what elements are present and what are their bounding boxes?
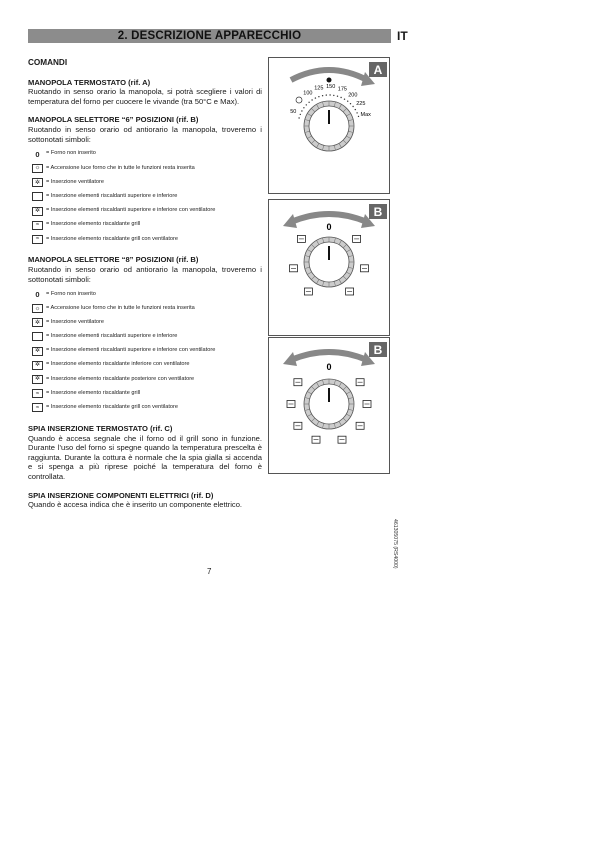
- thermostat-heading: MANOPOLA TERMOSTATO (rif. A): [28, 77, 151, 87]
- top-bottom-heat-icon: [32, 332, 43, 341]
- thermostat-light-heading: SPIA INSERZIONE TERMOSTATO (rif. C): [28, 423, 173, 433]
- page-number: 7: [207, 567, 212, 576]
- symbol-description: = Inserzione elementi riscaldanti superiore e inferiore con ventilatore: [46, 207, 216, 214]
- selector8-heading: MANOPOLA SELETTORE “8” POSIZIONI (rif. B): [28, 255, 199, 265]
- thermostat-text: Ruotando in senso orario la manopola, si potrà scegliere i valori di temperatura del forno per cuocere le vivande (tra 50°C e Max).: [28, 87, 262, 106]
- scale-label: 225: [356, 101, 366, 108]
- symbol-description: = Accensione luce forno che in tutte le funzioni resta inserita: [46, 304, 195, 311]
- rear-fan-icon: ✲: [32, 375, 43, 384]
- selector8-symbol-list: [28, 287, 262, 415]
- fig-a-label: A: [373, 63, 383, 77]
- selector6-knob-drawing: [269, 200, 389, 335]
- fig-b6-label: B: [373, 205, 383, 219]
- symbol-list-item: [28, 387, 262, 401]
- scale-label: 125: [314, 85, 324, 92]
- grill-fan-icon: ≈: [32, 403, 43, 412]
- zero-mark: 0: [326, 362, 332, 372]
- section-title: 2. DESCRIZIONE APPARECCHIO: [117, 30, 302, 42]
- scale-label: 50: [290, 109, 297, 115]
- figure-thermostat-knob: [268, 57, 390, 194]
- fan-icon: ✲: [32, 178, 43, 187]
- figure-selector8-knob: [268, 337, 390, 474]
- bottom-fan-icon: ✲: [32, 361, 43, 370]
- symbol-description: = Accensione luce forno che in tutte le funzioni resta inserita: [46, 164, 195, 171]
- lamp-icon: ☼: [32, 304, 43, 313]
- components-light-text: Quando è accesa indica che è inserito un componente elettrico.: [28, 500, 243, 510]
- scale-label: 100: [303, 90, 313, 97]
- thermostat-knob-drawing: [269, 58, 389, 193]
- thermostat-light-section: [28, 424, 262, 482]
- top-bottom-fan-icon: ✲: [32, 207, 43, 216]
- symbol-list-item: [28, 204, 262, 218]
- scale-label: 175: [337, 86, 347, 93]
- fan-icon: ✲: [32, 318, 43, 327]
- selector8-knob-drawing: [269, 338, 389, 473]
- symbol-list-item: [28, 161, 262, 175]
- selector8-section: [28, 255, 262, 414]
- section-header-bar: [28, 29, 391, 43]
- scale-label: 200: [348, 92, 358, 99]
- selector6-section: [28, 115, 262, 246]
- symbol-description: = Inserzione elemento riscaldante grill: [46, 221, 141, 228]
- symbol-list-item: [28, 232, 262, 246]
- symbol-list-item: [28, 287, 262, 301]
- zero-symbol: 0: [35, 149, 40, 159]
- symbol-description: = Inserzione elementi riscaldanti superiore e inferiore con ventilatore: [46, 347, 216, 354]
- zero-symbol: 0: [35, 289, 40, 299]
- off-position-icon: [296, 97, 302, 103]
- symbol-list-item: [28, 218, 262, 232]
- grill-icon: ≈: [32, 389, 43, 398]
- language-code: IT: [397, 29, 408, 43]
- symbol-description: = Inserzione elemento riscaldante grill: [46, 389, 141, 396]
- symbol-list-item: [28, 176, 262, 190]
- rotation-arrow-icon: [291, 214, 367, 222]
- rotation-arrow-icon: [291, 352, 367, 360]
- thermostat-light-text: Quando è accesa segnale che il forno od il grill sono in funzione. Durante l’uso del forno si spegne quando la temperatura prescelta è raggiunta. Durante la cottura è normale che la spia gialla si accenda e si spenga a più riprese poiché la temperatura del forno è controllata.: [28, 433, 262, 481]
- selector8-text: Ruotando in senso orario od antiorario la manopola, troveremo i sottonotati simboli:: [28, 265, 262, 284]
- symbol-list-item: [28, 358, 262, 372]
- scale-label: 150: [326, 84, 336, 90]
- symbol-description: = Inserzione elementi riscaldanti superiore e inferiore: [46, 193, 178, 200]
- symbol-list-item: [28, 147, 262, 161]
- selector6-symbol-list: [28, 147, 262, 246]
- symbol-list-item: [28, 344, 262, 358]
- thermostat-section: [28, 78, 262, 107]
- grill-icon: ≈: [32, 221, 43, 230]
- symbol-description: = Forno non inserito: [46, 290, 96, 297]
- document-code: 461305075 (RS4000): [392, 519, 398, 569]
- symbol-description: = Inserzione ventilatore: [46, 318, 104, 325]
- selector6-heading: MANOPOLA SELETTORE “6” POSIZIONI (rif. B): [28, 115, 199, 125]
- fig-b8-label: B: [373, 343, 383, 357]
- zero-mark: 0: [326, 222, 332, 232]
- selector6-text: Ruotando in senso orario od antiorario la manopola, troveremo i sottonotati simboli:: [28, 124, 262, 144]
- symbol-description: = Inserzione elementi riscaldanti superiore e inferiore: [46, 333, 178, 340]
- symbol-description: = Inserzione ventilatore: [46, 178, 104, 185]
- top-bottom-fan-icon: ✲: [32, 347, 43, 356]
- scale-label: Max: [360, 112, 371, 119]
- text-column: [28, 58, 262, 519]
- symbol-description: = Inserzione elemento riscaldante inferiore con ventilatore: [46, 361, 190, 368]
- symbol-list-item: [28, 330, 262, 344]
- symbol-list-item: [28, 372, 262, 386]
- position-dot: [327, 78, 332, 83]
- controls-heading: COMANDI: [28, 58, 68, 67]
- symbol-list-item: [28, 401, 262, 415]
- symbol-description: = Inserzione elemento riscaldante posteriore con ventilatore: [46, 375, 195, 382]
- top-bottom-heat-icon: [32, 192, 43, 201]
- symbol-description: = Forno non inserito: [46, 150, 96, 157]
- symbol-list-item: [28, 190, 262, 204]
- components-light-section: [28, 491, 262, 510]
- figure-selector6-knob: [268, 199, 390, 336]
- components-light-heading: SPIA INSERZIONE COMPONENTI ELETTRICI (rif. D): [28, 490, 214, 500]
- symbol-description: = Inserzione elemento riscaldante grill con ventilatore: [46, 404, 178, 411]
- lamp-icon: ☼: [32, 164, 43, 173]
- symbol-list-item: [28, 316, 262, 330]
- grill-fan-icon: ≈: [32, 235, 43, 244]
- symbol-description: = Inserzione elemento riscaldante grill con ventilatore: [46, 235, 178, 242]
- symbol-list-item: [28, 301, 262, 315]
